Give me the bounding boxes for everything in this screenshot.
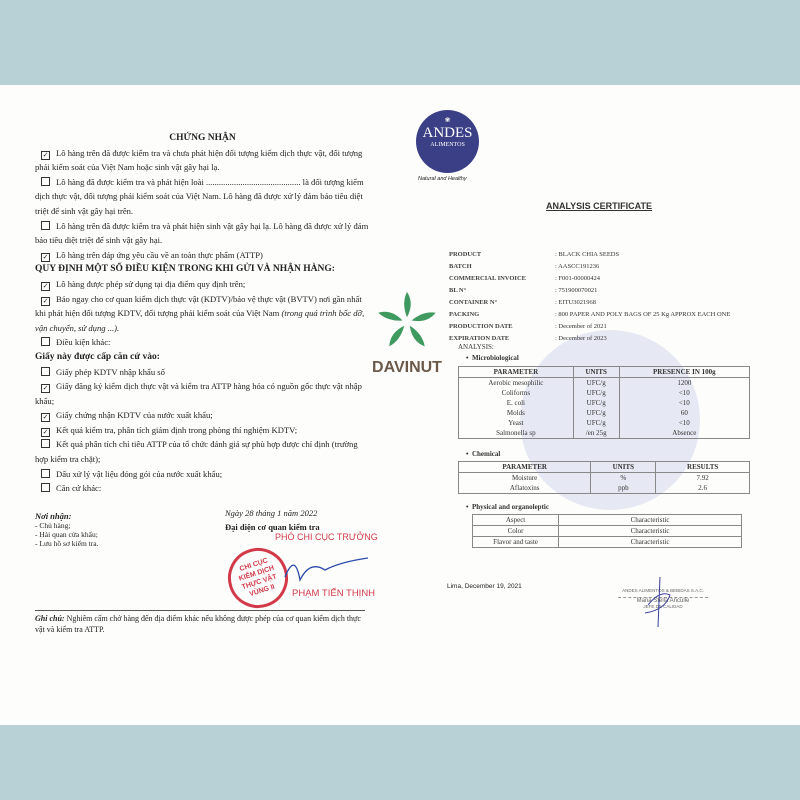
sig-name: Maria Stella Anculle xyxy=(618,597,708,604)
micro-title-text: Microbiological xyxy=(471,354,519,362)
item-text: Lô hàng đã được kiểm tra và phát hiện loài ............................................ là đối tượng kiểm dịch thực vật, đối tượng phải kiểm soát của Việt Nam. Lô hàng đã được xử lý đảm bảo tiêu diệt triệt để sinh vật gây hại trên. xyxy=(35,176,364,216)
table-cell: UFC/g xyxy=(573,398,619,408)
chem-table xyxy=(458,461,750,494)
checklist-item xyxy=(35,379,370,408)
checkbox-icon xyxy=(41,469,50,478)
davinut-leaf-icon xyxy=(374,290,440,354)
info-key: COMMERCIAL INVOICE xyxy=(449,275,526,282)
checklist-item xyxy=(35,437,370,466)
table-row xyxy=(459,398,750,408)
item-text: Giấy đăng ký kiểm dịch thực vật và kiểm tra ATTP hàng hóa có nguồn gốc thực vật nhập khẩu; xyxy=(35,381,362,406)
note xyxy=(35,610,365,635)
checklist-item xyxy=(35,467,370,482)
info-row xyxy=(449,262,730,272)
checklist-item xyxy=(35,248,370,263)
checkbox-icon xyxy=(41,221,50,230)
official-stamp: CHI CỤC KIỂM DỊCH THỰC VẬT VÙNG II xyxy=(220,540,296,616)
table-cell: Characteristic xyxy=(559,537,742,548)
info-row xyxy=(449,298,730,308)
table-cell: Coliforms xyxy=(459,388,574,398)
condition-1 xyxy=(35,277,370,292)
info-row xyxy=(449,274,730,284)
table-cell: Absence xyxy=(619,428,749,439)
certificate-title: CHỨNG NHẬN xyxy=(169,133,236,143)
table-cell: UFC/g xyxy=(573,418,619,428)
issue-date: Ngày 28 tháng 1 năm 2022 xyxy=(225,508,318,518)
table-row xyxy=(459,428,750,439)
table-cell: UFC/g xyxy=(573,408,619,418)
checkbox-icon xyxy=(41,337,50,346)
table-row xyxy=(459,378,750,389)
table-cell: <10 xyxy=(619,418,749,428)
info-row xyxy=(449,286,730,296)
item-text: Giấy phép KDTV nhập khẩu số xyxy=(56,366,165,377)
recipients xyxy=(35,512,98,548)
lotus-icon: ❀ xyxy=(444,116,451,124)
place-date: Lima, December 19, 2021 xyxy=(447,583,522,590)
table-cell: Characteristic xyxy=(559,515,742,526)
sig-company: ANDES ALIMENTOS & BEBIDAS S.A.C. xyxy=(622,588,704,593)
checkbox-checked-icon: ✓ xyxy=(42,413,49,422)
table-cell: Molds xyxy=(459,408,574,418)
table-cell: E. coli xyxy=(459,398,574,408)
checkbox-icon xyxy=(41,177,50,186)
table-cell: 7.92 xyxy=(656,473,750,484)
note-text: Nghiêm cấm chở hàng đến địa điểm khác nếu không được phép của cơ quan kiểm dịch thực vật và kiểm tra ATTP. xyxy=(35,614,361,634)
table-row xyxy=(473,515,742,526)
info-key: BL N° xyxy=(449,287,467,294)
info-key: PACKING xyxy=(449,311,480,318)
conditions-heading: QUY ĐỊNH MỘT SỐ ĐIỀU KIỆN TRONG KHI GỬI VÀ NHẬN HÀNG: xyxy=(35,264,335,275)
recipients-label: Nơi nhận: xyxy=(35,511,72,521)
chem-title-text: Chemical xyxy=(471,450,501,458)
micro-table xyxy=(458,366,750,439)
table-row xyxy=(459,408,750,418)
checkbox-icon xyxy=(41,367,50,376)
table-cell: 60 xyxy=(619,408,749,418)
table-row xyxy=(459,388,750,398)
table-cell: Color xyxy=(473,526,559,537)
column-header: RESULTS xyxy=(656,462,750,473)
condition-text: Lô hàng được phép sử dụng tại địa điểm quy định trên; xyxy=(56,278,246,289)
table-row xyxy=(459,473,750,484)
table-cell: Characteristic xyxy=(559,526,742,537)
checklist-item xyxy=(35,423,370,438)
table-cell: Aspect xyxy=(473,515,559,526)
condition-text: Điều kiện khác: xyxy=(56,337,111,348)
sig-title: JEFE DE CALIDAD xyxy=(643,604,683,609)
phys-table xyxy=(472,514,742,548)
checklist-item xyxy=(35,175,370,219)
checkbox-checked-icon: ✓ xyxy=(42,252,49,261)
checkbox-checked-icon: ✓ xyxy=(42,296,49,305)
signer-title: PHÓ CHI CỤC TRƯỞNG xyxy=(275,532,378,542)
info-value: : December of 2021 xyxy=(555,323,607,330)
table-cell: 2.6 xyxy=(656,483,750,494)
item-text: Giấy chứng nhận KDTV của nước xuất khẩu; xyxy=(56,410,213,421)
info-key: PRODUCT xyxy=(449,251,482,258)
condition-3 xyxy=(35,335,370,350)
info-key: EXPIRATION DATE xyxy=(449,335,510,342)
column-header: PRESENCE IN 100g xyxy=(619,367,749,378)
info-value: : BLACK CHIA SEEDS xyxy=(555,251,620,258)
table-cell: 1200 xyxy=(619,378,749,389)
certification-items xyxy=(35,146,370,263)
checkbox-icon xyxy=(41,483,50,492)
table-cell: ppb xyxy=(591,483,656,494)
info-value: : EITU3021968 xyxy=(555,299,596,306)
column-header: PARAMETER xyxy=(459,462,591,473)
davinut-wordmark: DAVINUT xyxy=(372,359,442,376)
column-header: UNITS xyxy=(573,367,619,378)
checkbox-checked-icon: ✓ xyxy=(42,427,49,436)
table-cell: <10 xyxy=(619,388,749,398)
column-header: PARAMETER xyxy=(459,367,574,378)
signer-name: PHẠM TIẾN THỊNH xyxy=(292,588,376,599)
info-value: : F001-00000424 xyxy=(555,275,600,282)
signature-scribble xyxy=(280,552,370,582)
logo-tagline: Natural and Healthy xyxy=(418,176,467,182)
checklist-item xyxy=(35,408,370,423)
item-text: Lô hàng trên đáp ứng yêu cầu về an toàn thực phẩm (ATTP) xyxy=(56,249,263,260)
info-value: : December of 2023 xyxy=(555,335,607,342)
chem-title: • Chemical xyxy=(466,450,501,458)
checkbox-checked-icon: ✓ xyxy=(42,281,49,290)
condition-text: Báo ngay cho cơ quan kiểm dịch thực vật (KDTV)/bảo vệ thực vật (BVTV) nơi gần nhất khi phát hiện đối tượng KDTV, đối tượng phải kiểm soát của Việt Nam xyxy=(35,293,362,319)
info-value: : AASCC191236 xyxy=(555,263,600,270)
signature-block xyxy=(225,508,385,542)
logo-sub: ALIMENTOS xyxy=(430,142,465,148)
phytosanitary-certificate xyxy=(35,131,370,496)
signer-org: Đại diện cơ quan kiểm tra xyxy=(225,522,320,532)
phys-title-text: Physical and organoleptic xyxy=(471,503,549,511)
table-row xyxy=(459,418,750,428)
checklist-item xyxy=(35,219,370,248)
table-cell: Moisture xyxy=(459,473,591,484)
item-text: Kết quả phân tích chỉ tiêu ATTP của tổ chức đánh giá sự phù hợp được chỉ định (trường hợp kiểm tra chặt); xyxy=(35,439,358,465)
basis-heading: Giấy này được cấp căn cứ vào: xyxy=(35,351,160,362)
info-row xyxy=(449,310,730,320)
product-info xyxy=(447,248,732,346)
table-cell: Flavor and taste xyxy=(473,537,559,548)
phys-title: • Physical and organoleptic xyxy=(466,503,549,511)
davinut-logo xyxy=(364,290,450,377)
micro-title: • Microbiological xyxy=(466,354,519,362)
column-header: UNITS xyxy=(591,462,656,473)
checkbox-icon xyxy=(41,439,50,448)
table-cell: % xyxy=(591,473,656,484)
analysis-title: ANALYSIS CERTIFICATE xyxy=(546,201,653,211)
condition-2 xyxy=(35,292,370,336)
info-value: : 800 PAPER AND POLY BAGS OF 25 Kg APPROX EACH ONE xyxy=(555,311,731,318)
basis-items xyxy=(35,365,370,496)
table-header xyxy=(459,367,750,378)
checkbox-checked-icon: ✓ xyxy=(42,384,49,393)
table-cell: Aflatoxins xyxy=(459,483,591,494)
table-cell: Yeast xyxy=(459,418,574,428)
signature-scribble xyxy=(640,575,680,630)
recipient: - Chủ hàng; xyxy=(35,521,71,530)
table-cell: Salmonella sp xyxy=(459,428,574,439)
table-cell: /en 25g xyxy=(573,428,619,439)
table-cell: UFC/g xyxy=(573,378,619,389)
checkbox-checked-icon: ✓ xyxy=(42,150,49,159)
recipient: - Lưu hồ sơ kiểm tra. xyxy=(35,539,99,548)
note-label: Ghi chú: xyxy=(35,614,65,623)
info-value: : 751900070021 xyxy=(555,287,598,294)
checklist-item xyxy=(35,146,370,175)
info-key: CONTAINER N° xyxy=(449,299,498,306)
item-text: Lô hàng trên đã được kiểm tra và chưa phát hiện đối tượng kiểm dịch thực vật, đối tượng phải kiểm soát của Việt Nam hoặc sinh vật gây hại lạ. xyxy=(35,147,363,173)
info-row xyxy=(449,322,730,332)
recipient: - Hải quan cửa khẩu; xyxy=(35,530,98,539)
table-row xyxy=(459,483,750,494)
checklist-item xyxy=(35,481,370,496)
table-cell: UFC/g xyxy=(573,388,619,398)
analysis-label: ANALYSIS: xyxy=(458,343,494,351)
info-row xyxy=(449,250,730,260)
checklist-item xyxy=(35,365,370,380)
table-cell: <10 xyxy=(619,398,749,408)
item-text: Căn cứ khác: xyxy=(56,483,102,494)
logo-main: ANDES xyxy=(422,125,473,141)
table-row xyxy=(473,526,742,537)
info-key: BATCH xyxy=(449,263,472,270)
item-text: Kết quả kiểm tra, phân tích giám định trong phòng thí nghiệm KDTV; xyxy=(56,424,298,435)
item-text: Dấu xử lý vật liệu đóng gói của nước xuất khẩu; xyxy=(56,468,223,479)
table-header xyxy=(459,462,750,473)
table-row xyxy=(473,537,742,548)
andes-logo xyxy=(416,110,479,173)
condition-text-italic: (trong quá trình bốc dỡ, vận chuyển, sử dụng ...). xyxy=(35,308,365,333)
item-text: Lô hàng trên đã được kiểm tra và phát hiện sinh vật gây hại lạ. Lô hàng đã được xử lý đảm bảo tiêu diệt triệt để sinh vật gây hại. xyxy=(35,220,369,246)
table-cell: Aerobic mesophilic xyxy=(459,378,574,389)
info-key: PRODUCTION DATE xyxy=(449,323,513,330)
